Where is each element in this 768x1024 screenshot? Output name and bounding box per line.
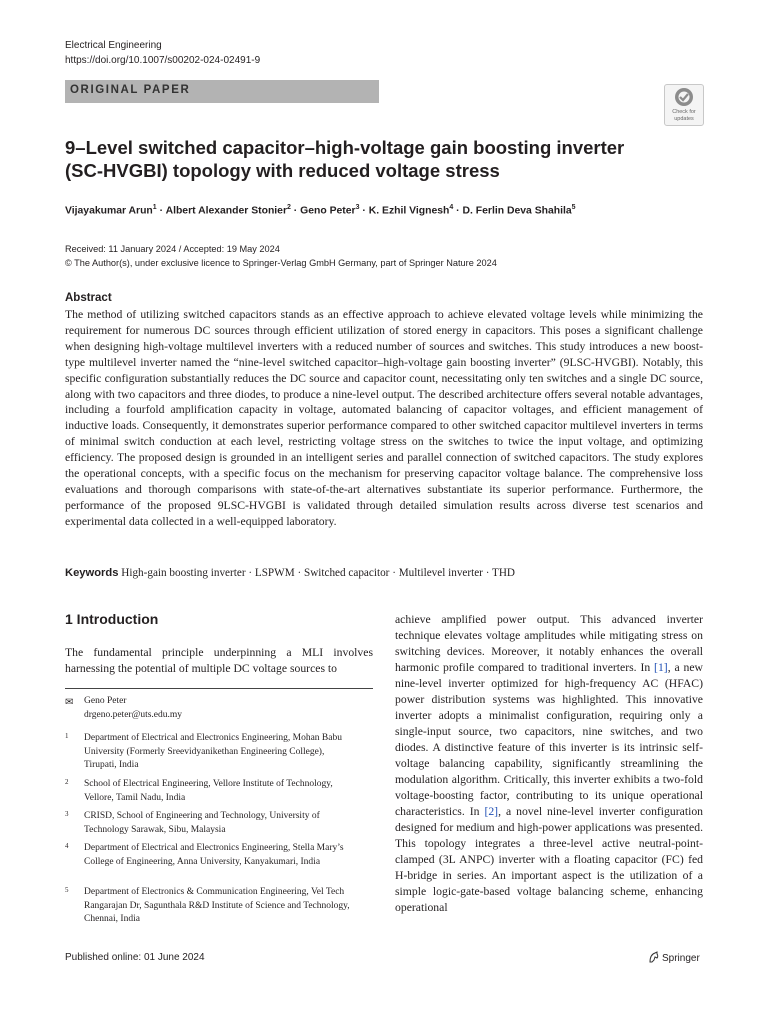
affiliation-text: School of Electrical Engineering, Vellore Institute of Technology, Vellore, Tamil Nadu, India [84, 779, 333, 803]
paper-title [65, 136, 685, 182]
intro-text-segment: , a novel nine-level inverter configuration designed for medium and high-power applications was presented. This topology integrates a three-level active neutral-point-clamped (3L ANPC) inverter with a floating capacitor (FC) fed H-bridge in series. An important aspect is the utilization of a simple logic-gate-based voltage balancing scheme, enhancing operational [395, 805, 704, 914]
doi-link[interactable]: https://doi.org/10.1007/s00202-024-02491-9 [65, 55, 261, 66]
keywords-label: Keywords [65, 567, 119, 579]
journal-name: Electrical Engineering [65, 40, 162, 51]
author-separator: · [359, 205, 369, 217]
affiliation-text: Department of Electrical and Electronics Engineering, Stella Mary’s College of Engineering, Anna University, Kanyakumari, India [84, 843, 344, 867]
check-badge-line1: Check for [672, 109, 696, 115]
citation-link[interactable]: [1] [654, 661, 668, 674]
article-type-label: ORIGINAL PAPER [70, 84, 191, 96]
affiliation-text: Department of Electrical and Electronics Engineering, Mohan Babu University (Formerly Sreevidyanikethan Engineering College), Tirupati, India [84, 733, 342, 771]
affiliation-number: 1 [65, 732, 69, 740]
affiliation-number: 3 [65, 810, 69, 818]
publisher-name: Springer [662, 953, 700, 964]
abstract-text: The method of utilizing switched capacitors stands as an effective approach to achieve elevated voltage levels while minimizing the requirement for numerous DC sources through efficient utilization of stored energy in capacitors. This poses a significant challenge when designing high-voltage multilevel inverters with a reduced number of sources and switches. This study introduces a new boost-type multilevel inverter named the “nine-level switched capacitor–high-voltage gain boosting inverter” (9LSC-HVGBI). Notably, this specific configuration substantially reduces the DC source and capacitor count, necessitating only ten switches and a single DC source, along with two capacitors and three diodes, to produce a nine-level output. The described architecture offers several notable advantages, including a fourfold amplification capacity in voltage, automated balancing of capacitor voltages, and efficient management of inductive loads. Consequently, it demonstrates superior performance compared to other switched capacitor multilevel inverters in terms of minimal switch conduction at each level, restricting voltage stress on the switches to twice the input voltage, and optimizing efficiency. The proposed design is grounded in an intelligent series and parallel connection of switched capacitors. The study explores the operational concepts, with a specific focus on the mechanism for preserving capacitor voltage balance. The comprehensive loss evaluations and thorough comparisons with state-of-the-art alternatives substantiate its superior performance. Furthermore, the performance of the proposed 9LSC-HVGBI is validated through detailed simulation results across diverse test scenarios and experimental data collected in a well-equipped laboratory. [65, 308, 703, 528]
corresponding-author-name: Geno Peter [84, 696, 127, 706]
author-affiliation-mark: 2 [287, 204, 291, 211]
author-affiliation-mark: 1 [152, 204, 157, 211]
author-name[interactable]: Vijayakumar Arun [65, 205, 153, 217]
affiliation-number: 2 [65, 778, 69, 786]
section-heading-introduction: 1 Introduction [65, 611, 159, 627]
published-online-date: Published online: 01 June 2024 [65, 952, 205, 963]
keywords-list: High-gain boosting inverter · LSPWM · Switched capacitor · Multilevel inverter · THD [121, 567, 516, 579]
title-line-2: (SC-HVGBI) topology with reduced voltage stress [65, 160, 500, 181]
keywords [65, 567, 515, 579]
affiliation-item [65, 842, 373, 869]
author-name[interactable]: K. Ezhil Vignesh [368, 205, 450, 217]
author-separator: · [453, 205, 463, 217]
springer-horse-icon [648, 951, 660, 963]
title-line-1: 9–Level switched capacitor–high-voltage gain boosting inverter [65, 137, 625, 158]
envelope-icon: ✉ [65, 697, 74, 708]
author-name[interactable]: D. Ferlin Deva Shahila [462, 205, 572, 217]
author-affiliation-mark: 3 [355, 204, 360, 211]
intro-text-segment: achieve amplified power output. This advanced inverter technique elevates voltage amplitudes while mitigating stress on switching devices. Moreover, it notably enhances the overall harmonic profile compared to traditional inverters. In [395, 613, 703, 674]
check-updates-icon [674, 87, 694, 107]
author-name[interactable]: Geno Peter [300, 205, 356, 217]
affiliation-text: CRISD, School of Engineering and Technology, University of Technology Sarawak, Sibu, Malaysia [84, 811, 320, 835]
author-affiliation-mark: 4 [449, 204, 454, 211]
footnote-divider [65, 688, 373, 689]
affiliation-item [65, 732, 373, 773]
received-accepted-dates: Received: 11 January 2024 / Accepted: 19 May 2024 [65, 244, 280, 254]
author-name[interactable]: Albert Alexander Stonier [165, 205, 288, 217]
check-badge-line2: updates [674, 116, 694, 122]
publisher-logo [648, 951, 700, 964]
intro-text-segment: , a new nine-level inverter optimized for high-frequency AC (HFAC) power distribution systems was highlighted. This innovative inverter adopts a minimalist configuration, requiring only a single-input source, two capacitors, nine switches, and two diodes. A distinctive feature of this inverter is its intrinsic self-voltage balancing capability, significantly streamlining the modulation algorithm. Critically, this inverter exhibits a two-fold voltage-boosting factor, contributing to its unique operational characteristics. In [395, 661, 703, 818]
author-separator: · [290, 205, 301, 217]
copyright-notice: © The Author(s), under exclusive licence to Springer-Verlag GmbH Germany, part of Springer Nature 2024 [65, 258, 497, 268]
affiliation-item [65, 778, 373, 805]
affiliation-number: 4 [65, 842, 69, 850]
author-separator: · [156, 205, 166, 217]
abstract-heading: Abstract [65, 292, 112, 304]
affiliation-item [65, 810, 373, 837]
affiliation-item [65, 886, 373, 927]
check-for-updates-badge[interactable] [664, 84, 704, 126]
citation-link[interactable]: [2] [484, 805, 499, 818]
affiliation-text: Department of Electronics & Communication Engineering, Vel Tech Rangarajan Dr, Sagunthala R&D Institute of Science and Technology, Chennai, India [84, 887, 350, 925]
introduction-paragraph-left: The fundamental principle underpinning a MLI involves harnessing the potential of multiple DC voltage sources to [65, 646, 373, 675]
affiliation-number: 5 [65, 886, 69, 894]
introduction-paragraph-right [395, 612, 703, 916]
author-list [65, 204, 576, 216]
article-type-banner [65, 80, 379, 103]
corresponding-author-email[interactable]: drgeno.peter@uts.edu.my [84, 710, 183, 720]
author-affiliation-mark: 5 [571, 204, 576, 211]
